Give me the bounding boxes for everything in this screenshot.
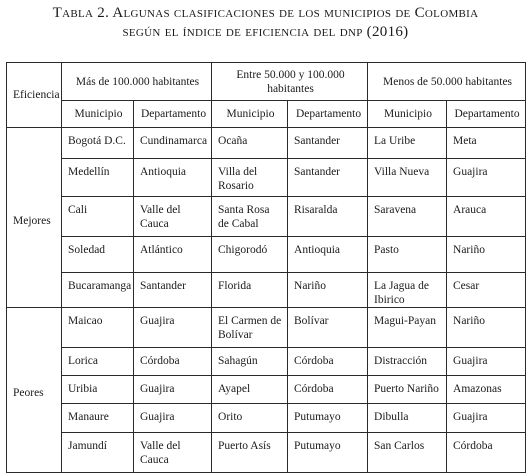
header-municipio: Municipio xyxy=(212,101,288,128)
departamento-cell: Risaralda xyxy=(288,197,368,237)
municipio-cell: San Carlos xyxy=(368,433,447,473)
header-departamento: Departamento xyxy=(134,101,212,128)
municipio-cell: Soledad xyxy=(62,237,134,273)
municipio-cell: Magui-Payan xyxy=(368,308,447,348)
municipio-cell: Ayapel xyxy=(212,376,288,404)
table-row xyxy=(7,308,526,348)
table-row xyxy=(7,404,526,433)
municipio-cell: Lorica xyxy=(62,348,134,376)
municipio-cell: La Jagua de Ibirico xyxy=(368,273,447,308)
departamento-cell: Putumayo xyxy=(288,404,368,433)
departamento-cell: Antioquia xyxy=(288,237,368,273)
header-group-large: Más de 100.000 habitantes xyxy=(62,63,212,101)
departamento-cell: Valle del Cauca xyxy=(134,433,212,473)
municipio-cell: Villa Nueva xyxy=(368,159,447,197)
municipio-cell: Pasto xyxy=(368,237,447,273)
departamento-cell: Bolívar xyxy=(288,308,368,348)
departamento-cell: Santander xyxy=(288,159,368,197)
header-group-small: Menos de 50.000 habitantes xyxy=(368,63,526,101)
departamento-cell: Guajira xyxy=(447,348,526,376)
departamento-cell: Cundinamarca xyxy=(134,128,212,159)
municipio-cell: Puerto Asís xyxy=(212,433,288,473)
municipio-cell: Jamundí xyxy=(62,433,134,473)
municipio-cell: Uribia xyxy=(62,376,134,404)
departamento-cell: Meta xyxy=(447,128,526,159)
departamento-cell: Atlántico xyxy=(134,237,212,273)
municipio-cell: Florida xyxy=(212,273,288,308)
municipio-cell: Sahagún xyxy=(212,348,288,376)
departamento-cell: Guajira xyxy=(134,308,212,348)
table-row xyxy=(7,433,526,473)
departamento-cell: Guajira xyxy=(447,404,526,433)
municipio-cell: Medellín xyxy=(62,159,134,197)
municipio-cell: Orito xyxy=(212,404,288,433)
municipio-cell: Ocaña xyxy=(212,128,288,159)
municipio-cell: Dibulla xyxy=(368,404,447,433)
municipio-cell: Villa del Rosario xyxy=(212,159,288,197)
departamento-cell: Cesar xyxy=(447,273,526,308)
municipio-cell: Distracción xyxy=(368,348,447,376)
caption-line-1: Tabla 2. Algunas clasificaciones de los municipios de Colombia xyxy=(52,5,479,21)
municipio-cell: Cali xyxy=(62,197,134,237)
header-municipio: Municipio xyxy=(62,101,134,128)
departamento-cell: Nariño xyxy=(447,308,526,348)
municipio-cell: El Carmen de Bolívar xyxy=(212,308,288,348)
departamento-cell: Putumayo xyxy=(288,433,368,473)
municipio-cell: Saravena xyxy=(368,197,447,237)
table-caption xyxy=(0,4,531,42)
table-row xyxy=(7,159,526,197)
caption-line-2: según el índice de eficiencia del dnp (2016) xyxy=(122,24,409,40)
header-group-medium: Entre 50.000 y 100.000 habitantes xyxy=(212,63,368,101)
header-departamento: Departamento xyxy=(288,101,368,128)
table-row xyxy=(7,348,526,376)
departamento-cell: Córdoba xyxy=(288,376,368,404)
departamento-cell: Arauca xyxy=(447,197,526,237)
municipio-cell: Bucaramanga xyxy=(62,273,134,308)
efficiency-table xyxy=(6,62,526,473)
municipio-cell: Maicao xyxy=(62,308,134,348)
table-row xyxy=(7,197,526,237)
municipio-cell: Chigorodó xyxy=(212,237,288,273)
header-municipio: Municipio xyxy=(368,101,447,128)
departamento-cell: Guajira xyxy=(134,376,212,404)
table-row xyxy=(7,128,526,159)
header-departamento: Departamento xyxy=(447,101,526,128)
municipio-cell: Santa Rosa de Cabal xyxy=(212,197,288,237)
departamento-cell: Santander xyxy=(288,128,368,159)
departamento-cell: Amazonas xyxy=(447,376,526,404)
municipio-cell: Bogotá D.C. xyxy=(62,128,134,159)
table-row xyxy=(7,273,526,308)
municipio-cell: Manaure xyxy=(62,404,134,433)
departamento-cell: Córdoba xyxy=(134,348,212,376)
section-label: Mejores xyxy=(7,128,62,308)
municipio-cell: Puerto Nariño xyxy=(368,376,447,404)
departamento-cell: Nariño xyxy=(447,237,526,273)
departamento-cell: Guajira xyxy=(447,159,526,197)
departamento-cell: Córdoba xyxy=(288,348,368,376)
departamento-cell: Valle del Cauca xyxy=(134,197,212,237)
departamento-cell: Antioquia xyxy=(134,159,212,197)
header-efficiency: Eficiencia xyxy=(7,63,62,128)
section-label: Peores xyxy=(7,308,62,473)
departamento-cell: Santander xyxy=(134,273,212,308)
departamento-cell: Córdoba xyxy=(447,433,526,473)
municipio-cell: La Uribe xyxy=(368,128,447,159)
departamento-cell: Nariño xyxy=(288,273,368,308)
departamento-cell: Guajira xyxy=(134,404,212,433)
table-row xyxy=(7,237,526,273)
table-row xyxy=(7,376,526,404)
